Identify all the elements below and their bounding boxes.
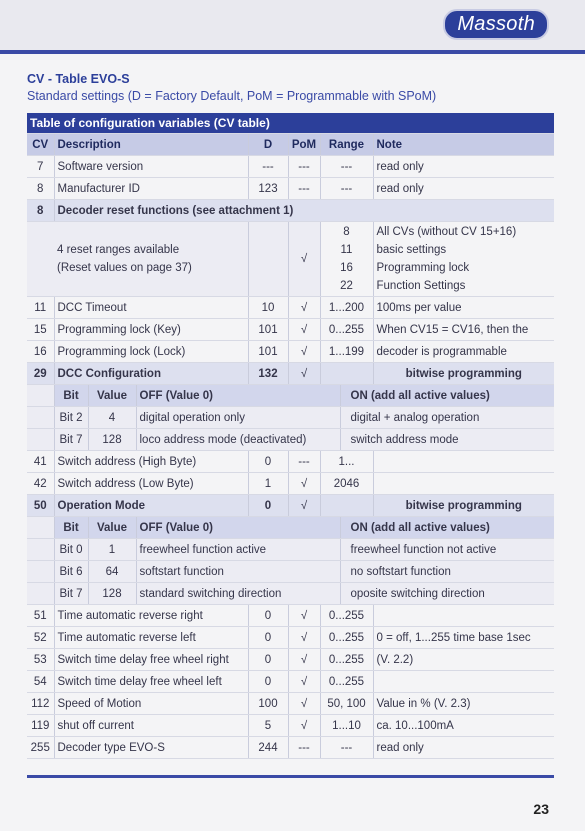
- cv-cell: 255: [27, 737, 54, 759]
- bit-row: [27, 561, 554, 583]
- cv-cell: 112: [27, 693, 54, 715]
- reset-range-cell: [320, 222, 373, 297]
- cv-cell: 53: [27, 649, 54, 671]
- on-cell: digital + analog operation: [340, 407, 554, 429]
- note-cell: read only: [373, 156, 554, 178]
- range-cell: 1...200: [320, 297, 373, 319]
- default-cell: 0: [248, 605, 288, 627]
- page-subtitle: Standard settings (D = Factory Default, PoM = Programmable with SPoM): [27, 89, 437, 103]
- off-cell: loco address mode (deactivated): [136, 429, 340, 451]
- note-cell: read only: [373, 178, 554, 200]
- spacer-cell: [27, 539, 54, 561]
- cv-cell: 16: [27, 341, 54, 363]
- table-caption-row: [27, 113, 554, 134]
- note-cell: decoder is programmable: [373, 341, 554, 363]
- bit-cell: Bit 6: [54, 561, 88, 583]
- pom-cell: √: [288, 605, 320, 627]
- table-caption: Table of configuration variables (CV table): [27, 113, 554, 134]
- range-cell: 2046: [320, 473, 373, 495]
- reset-note: Programming lock: [376, 262, 470, 274]
- pom-cell: √: [288, 297, 320, 319]
- pom-cell: √: [288, 473, 320, 495]
- pom-cell: √: [288, 319, 320, 341]
- cv-table: [27, 113, 554, 759]
- note-cell: [373, 605, 554, 627]
- range-cell: 50, 100: [320, 693, 373, 715]
- pom-cell: ---: [288, 178, 320, 200]
- range-cell: 0...255: [320, 319, 373, 341]
- section-row: [27, 363, 554, 385]
- default-cell: 10: [248, 297, 288, 319]
- range-cell: ---: [320, 156, 373, 178]
- bit-row: [27, 429, 554, 451]
- pom-cell: ---: [288, 156, 320, 178]
- value-cell: 128: [88, 429, 136, 451]
- cv-cell: 42: [27, 473, 54, 495]
- pom-cell: √: [288, 671, 320, 693]
- value-cell: 64: [88, 561, 136, 583]
- value-cell: 4: [88, 407, 136, 429]
- range-cell: 0...255: [320, 605, 373, 627]
- description-cell: Decoder reset functions (see attachment 1): [54, 200, 554, 222]
- off-cell: digital operation only: [136, 407, 340, 429]
- table-row: [27, 649, 554, 671]
- reset-note: All CVs (without CV 15+16): [376, 226, 517, 238]
- bit-row: [27, 583, 554, 605]
- table-row: [27, 319, 554, 341]
- range-cell: ---: [320, 737, 373, 759]
- off-header: OFF (Value 0): [136, 517, 340, 539]
- range-cell: 0...255: [320, 671, 373, 693]
- reset-range: 22: [340, 280, 353, 292]
- pom-cell: √: [288, 222, 320, 297]
- reset-desc-line: 4 reset ranges available: [57, 244, 180, 256]
- on-cell: no softstart function: [340, 561, 554, 583]
- note-cell: 100ms per value: [373, 297, 554, 319]
- note-cell: bitwise programming: [373, 495, 554, 517]
- description-cell: shut off current: [54, 715, 248, 737]
- description-cell: Switch time delay free wheel left: [54, 671, 248, 693]
- description-cell: Switch address (High Byte): [54, 451, 248, 473]
- bits-header-row: [27, 385, 554, 407]
- off-cell: softstart function: [136, 561, 340, 583]
- reset-description-cell: [54, 222, 248, 297]
- description-cell: Operation Mode: [54, 495, 248, 517]
- cv-cell: 54: [27, 671, 54, 693]
- default-cell: 5: [248, 715, 288, 737]
- description-cell: Programming lock (Key): [54, 319, 248, 341]
- col-header-cv: CV: [27, 134, 54, 156]
- description-cell: Software version: [54, 156, 248, 178]
- default-cell: [248, 222, 288, 297]
- table-row: [27, 605, 554, 627]
- bit-row: [27, 407, 554, 429]
- table-row: [27, 627, 554, 649]
- col-header-description: Description: [54, 134, 248, 156]
- cv-cell: 7: [27, 156, 54, 178]
- off-header: OFF (Value 0): [136, 385, 340, 407]
- description-cell: Switch time delay free wheel right: [54, 649, 248, 671]
- note-cell: [373, 473, 554, 495]
- on-cell: oposite switching direction: [340, 583, 554, 605]
- default-cell: 244: [248, 737, 288, 759]
- col-header-pom: PoM: [288, 134, 320, 156]
- default-cell: 1: [248, 473, 288, 495]
- table-row: [27, 671, 554, 693]
- note-cell: ca. 10...100mA: [373, 715, 554, 737]
- reset-note: Function Settings: [376, 280, 466, 292]
- page-number: 23: [533, 801, 549, 817]
- reset-note-cell: [373, 222, 554, 297]
- default-cell: ---: [248, 156, 288, 178]
- default-cell: 132: [248, 363, 288, 385]
- table-row: [27, 473, 554, 495]
- value-cell: 1: [88, 539, 136, 561]
- description-cell: Decoder type EVO-S: [54, 737, 248, 759]
- cv-cell: 50: [27, 495, 54, 517]
- range-cell: 0...255: [320, 627, 373, 649]
- default-cell: 0: [248, 649, 288, 671]
- bit-row: [27, 539, 554, 561]
- cv-cell: 8: [27, 178, 54, 200]
- table-header-row: [27, 134, 554, 156]
- description-cell: Manufacturer ID: [54, 178, 248, 200]
- range-cell: 0...255: [320, 649, 373, 671]
- cv-cell: 11: [27, 297, 54, 319]
- bit-header: Bit: [54, 517, 88, 539]
- cv-cell: 119: [27, 715, 54, 737]
- bit-cell: Bit 7: [54, 429, 88, 451]
- default-cell: 100: [248, 693, 288, 715]
- default-cell: 0: [248, 671, 288, 693]
- reset-range: 8: [343, 226, 350, 238]
- section-row: [27, 200, 554, 222]
- header-divider: [0, 50, 585, 54]
- col-header-note: Note: [373, 134, 554, 156]
- pom-cell: √: [288, 363, 320, 385]
- pom-cell: ---: [288, 737, 320, 759]
- footer-divider: [27, 775, 554, 778]
- value-header: Value: [88, 517, 136, 539]
- table-row: [27, 178, 554, 200]
- brand-logo: Massoth: [443, 9, 549, 40]
- description-cell: DCC Timeout: [54, 297, 248, 319]
- cv-cell: 51: [27, 605, 54, 627]
- table-row: [27, 297, 554, 319]
- range-cell: [320, 495, 373, 517]
- col-header-range: Range: [320, 134, 373, 156]
- reset-range: 11: [340, 244, 353, 256]
- description-cell: Speed of Motion: [54, 693, 248, 715]
- spacer-cell: [27, 561, 54, 583]
- value-cell: 128: [88, 583, 136, 605]
- pom-cell: √: [288, 693, 320, 715]
- description-cell: Time automatic reverse right: [54, 605, 248, 627]
- bits-header-row: [27, 517, 554, 539]
- pom-cell: √: [288, 715, 320, 737]
- col-header-d: D: [248, 134, 288, 156]
- description-cell: DCC Configuration: [54, 363, 248, 385]
- reset-range: 16: [340, 262, 353, 274]
- range-cell: ---: [320, 178, 373, 200]
- note-cell: (V. 2.2): [373, 649, 554, 671]
- default-cell: 101: [248, 319, 288, 341]
- table-row: [27, 737, 554, 759]
- table-row: [27, 715, 554, 737]
- off-cell: standard switching direction: [136, 583, 340, 605]
- pom-cell: √: [288, 649, 320, 671]
- note-cell: Value in % (V. 2.3): [373, 693, 554, 715]
- note-cell: When CV15 = CV16, then the: [373, 319, 554, 341]
- spacer-cell: [27, 385, 54, 407]
- spacer-cell: [27, 517, 54, 539]
- table-row: [27, 341, 554, 363]
- default-cell: 101: [248, 341, 288, 363]
- default-cell: 123: [248, 178, 288, 200]
- cv-cell: 8: [27, 200, 54, 222]
- bit-cell: Bit 7: [54, 583, 88, 605]
- bit-cell: Bit 2: [54, 407, 88, 429]
- value-header: Value: [88, 385, 136, 407]
- description-cell: Time automatic reverse left: [54, 627, 248, 649]
- page-title: CV - Table EVO-S: [27, 72, 130, 86]
- off-cell: freewheel function active: [136, 539, 340, 561]
- range-cell: 1...: [320, 451, 373, 473]
- range-cell: 1...10: [320, 715, 373, 737]
- note-cell: [373, 671, 554, 693]
- reset-desc-line: (Reset values on page 37): [57, 262, 192, 274]
- table-row: [27, 693, 554, 715]
- spacer-cell: [27, 429, 54, 451]
- reset-row: [27, 222, 554, 297]
- reset-note: basic settings: [376, 244, 447, 256]
- note-cell: bitwise programming: [373, 363, 554, 385]
- pom-cell: √: [288, 495, 320, 517]
- spacer-cell: [27, 407, 54, 429]
- table-row: [27, 156, 554, 178]
- note-cell: read only: [373, 737, 554, 759]
- cv-cell: 52: [27, 627, 54, 649]
- pom-cell: ---: [288, 451, 320, 473]
- description-cell: Programming lock (Lock): [54, 341, 248, 363]
- range-cell: 1...199: [320, 341, 373, 363]
- default-cell: 0: [248, 495, 288, 517]
- pom-cell: √: [288, 627, 320, 649]
- default-cell: 0: [248, 451, 288, 473]
- cv-cell: 29: [27, 363, 54, 385]
- spacer-cell: [27, 583, 54, 605]
- cv-cell: 41: [27, 451, 54, 473]
- on-cell: switch address mode: [340, 429, 554, 451]
- cv-cell: 15: [27, 319, 54, 341]
- note-cell: [373, 451, 554, 473]
- description-cell: Switch address (Low Byte): [54, 473, 248, 495]
- range-cell: [320, 363, 373, 385]
- bit-header: Bit: [54, 385, 88, 407]
- pom-cell: √: [288, 341, 320, 363]
- table-row: [27, 451, 554, 473]
- on-header: ON (add all active values): [340, 517, 554, 539]
- section-row: [27, 495, 554, 517]
- note-cell: 0 = off, 1...255 time base 1sec: [373, 627, 554, 649]
- bit-cell: Bit 0: [54, 539, 88, 561]
- on-cell: freewheel function not active: [340, 539, 554, 561]
- on-header: ON (add all active values): [340, 385, 554, 407]
- default-cell: 0: [248, 627, 288, 649]
- cv-cell: [27, 222, 54, 297]
